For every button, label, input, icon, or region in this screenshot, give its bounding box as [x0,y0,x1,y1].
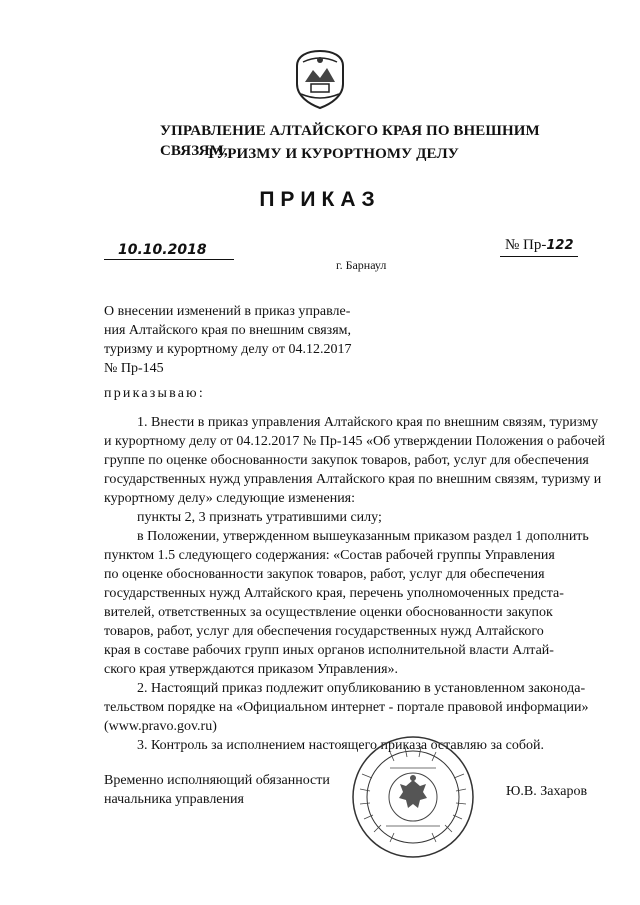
body-line: пунктом 1.5 следующего содержания: «Состав рабочей группы Управления [104,548,555,563]
document-number [505,237,574,254]
subject-line: туризму и курортному делу от 04.12.2017 [104,342,352,357]
body-line: группе по оценке обоснованности закупок товаров, работ, услуг для обеспечения [104,453,589,468]
body-line: 2. Настоящий приказ подлежит опубликованию в установленном законода- [137,681,586,696]
signatory-position-line1: Временно исполняющий обязанности [104,773,330,788]
document-number-prefix: № Пр- [505,237,547,253]
body-line: тельством порядке на «Официальном интернет - портале правовой информации» [104,700,589,715]
subject-line: О внесении изменений в приказ управле- [104,304,351,319]
organization-name-line1: УПРАВЛЕНИЕ АЛТАЙСКОГО КРАЯ ПО ВНЕШНИМ СВЯЗЯМ, [160,123,540,159]
number-underline [500,256,578,257]
body-line: и курортному делу от 04.12.2017 № Пр-145 «Об утверждении Положения о рабочей [104,434,605,449]
body-line: государственных нужд Алтайского края, перечень уполномоченных предста- [104,586,564,601]
body-line: ского края утверждаются приказом Управления». [104,662,399,677]
document-city: г. Барнаул [336,258,387,272]
subject-line: ния Алтайского края по внешним связям, [104,323,352,338]
body-line: края в составе рабочих групп иных органов исполнительной власти Алтай- [104,643,554,658]
body-line: вителей, ответственных за осуществление оценки обоснованности закупок [104,605,553,620]
body-line: 1. Внести в приказ управления Алтайского края по внешним связям, туризму [137,415,599,430]
body-line: 3. Контроль за исполнением настоящего приказа оставляю за собой. [137,738,545,753]
body-line: курортному делу» следующие изменения: [104,491,356,506]
document-date: 10.10.2018 [118,242,207,258]
body-line: пункты 2, 3 признать утратившими силу; [137,510,382,525]
coat-of-arms-icon [289,48,351,110]
round-seal-stamp-icon [350,734,476,860]
body-line: (www.pravo.gov.ru) [104,719,217,734]
document-subject [104,302,364,378]
subject-line: № Пр-145 [104,361,164,376]
body-line: по оценке обоснованности закупок товаров, работ, услуг для обеспечения [104,567,545,582]
order-word: приказываю: [104,386,205,401]
organization-name-line2: ТУРИЗМУ И КУРОРТНОМУ ДЕЛУ [206,146,459,162]
body-line: государственных нужд управления Алтайского края по внешним связям, туризму и [104,472,602,487]
signatory-position [104,771,330,809]
signatory-name: Ю.В. Захаров [506,784,588,799]
document-title: ПРИКАЗ [259,188,381,211]
body-line: товаров, работ, услуг для обеспечения государственных нужд Алтайского [104,624,544,639]
document-number-value: 122 [546,238,574,253]
body-line: в Положении, утвержденном вышеуказанным приказом раздел 1 дополнить [137,529,589,544]
date-underline [104,259,234,260]
signatory-position-line2: начальника управления [104,792,244,807]
